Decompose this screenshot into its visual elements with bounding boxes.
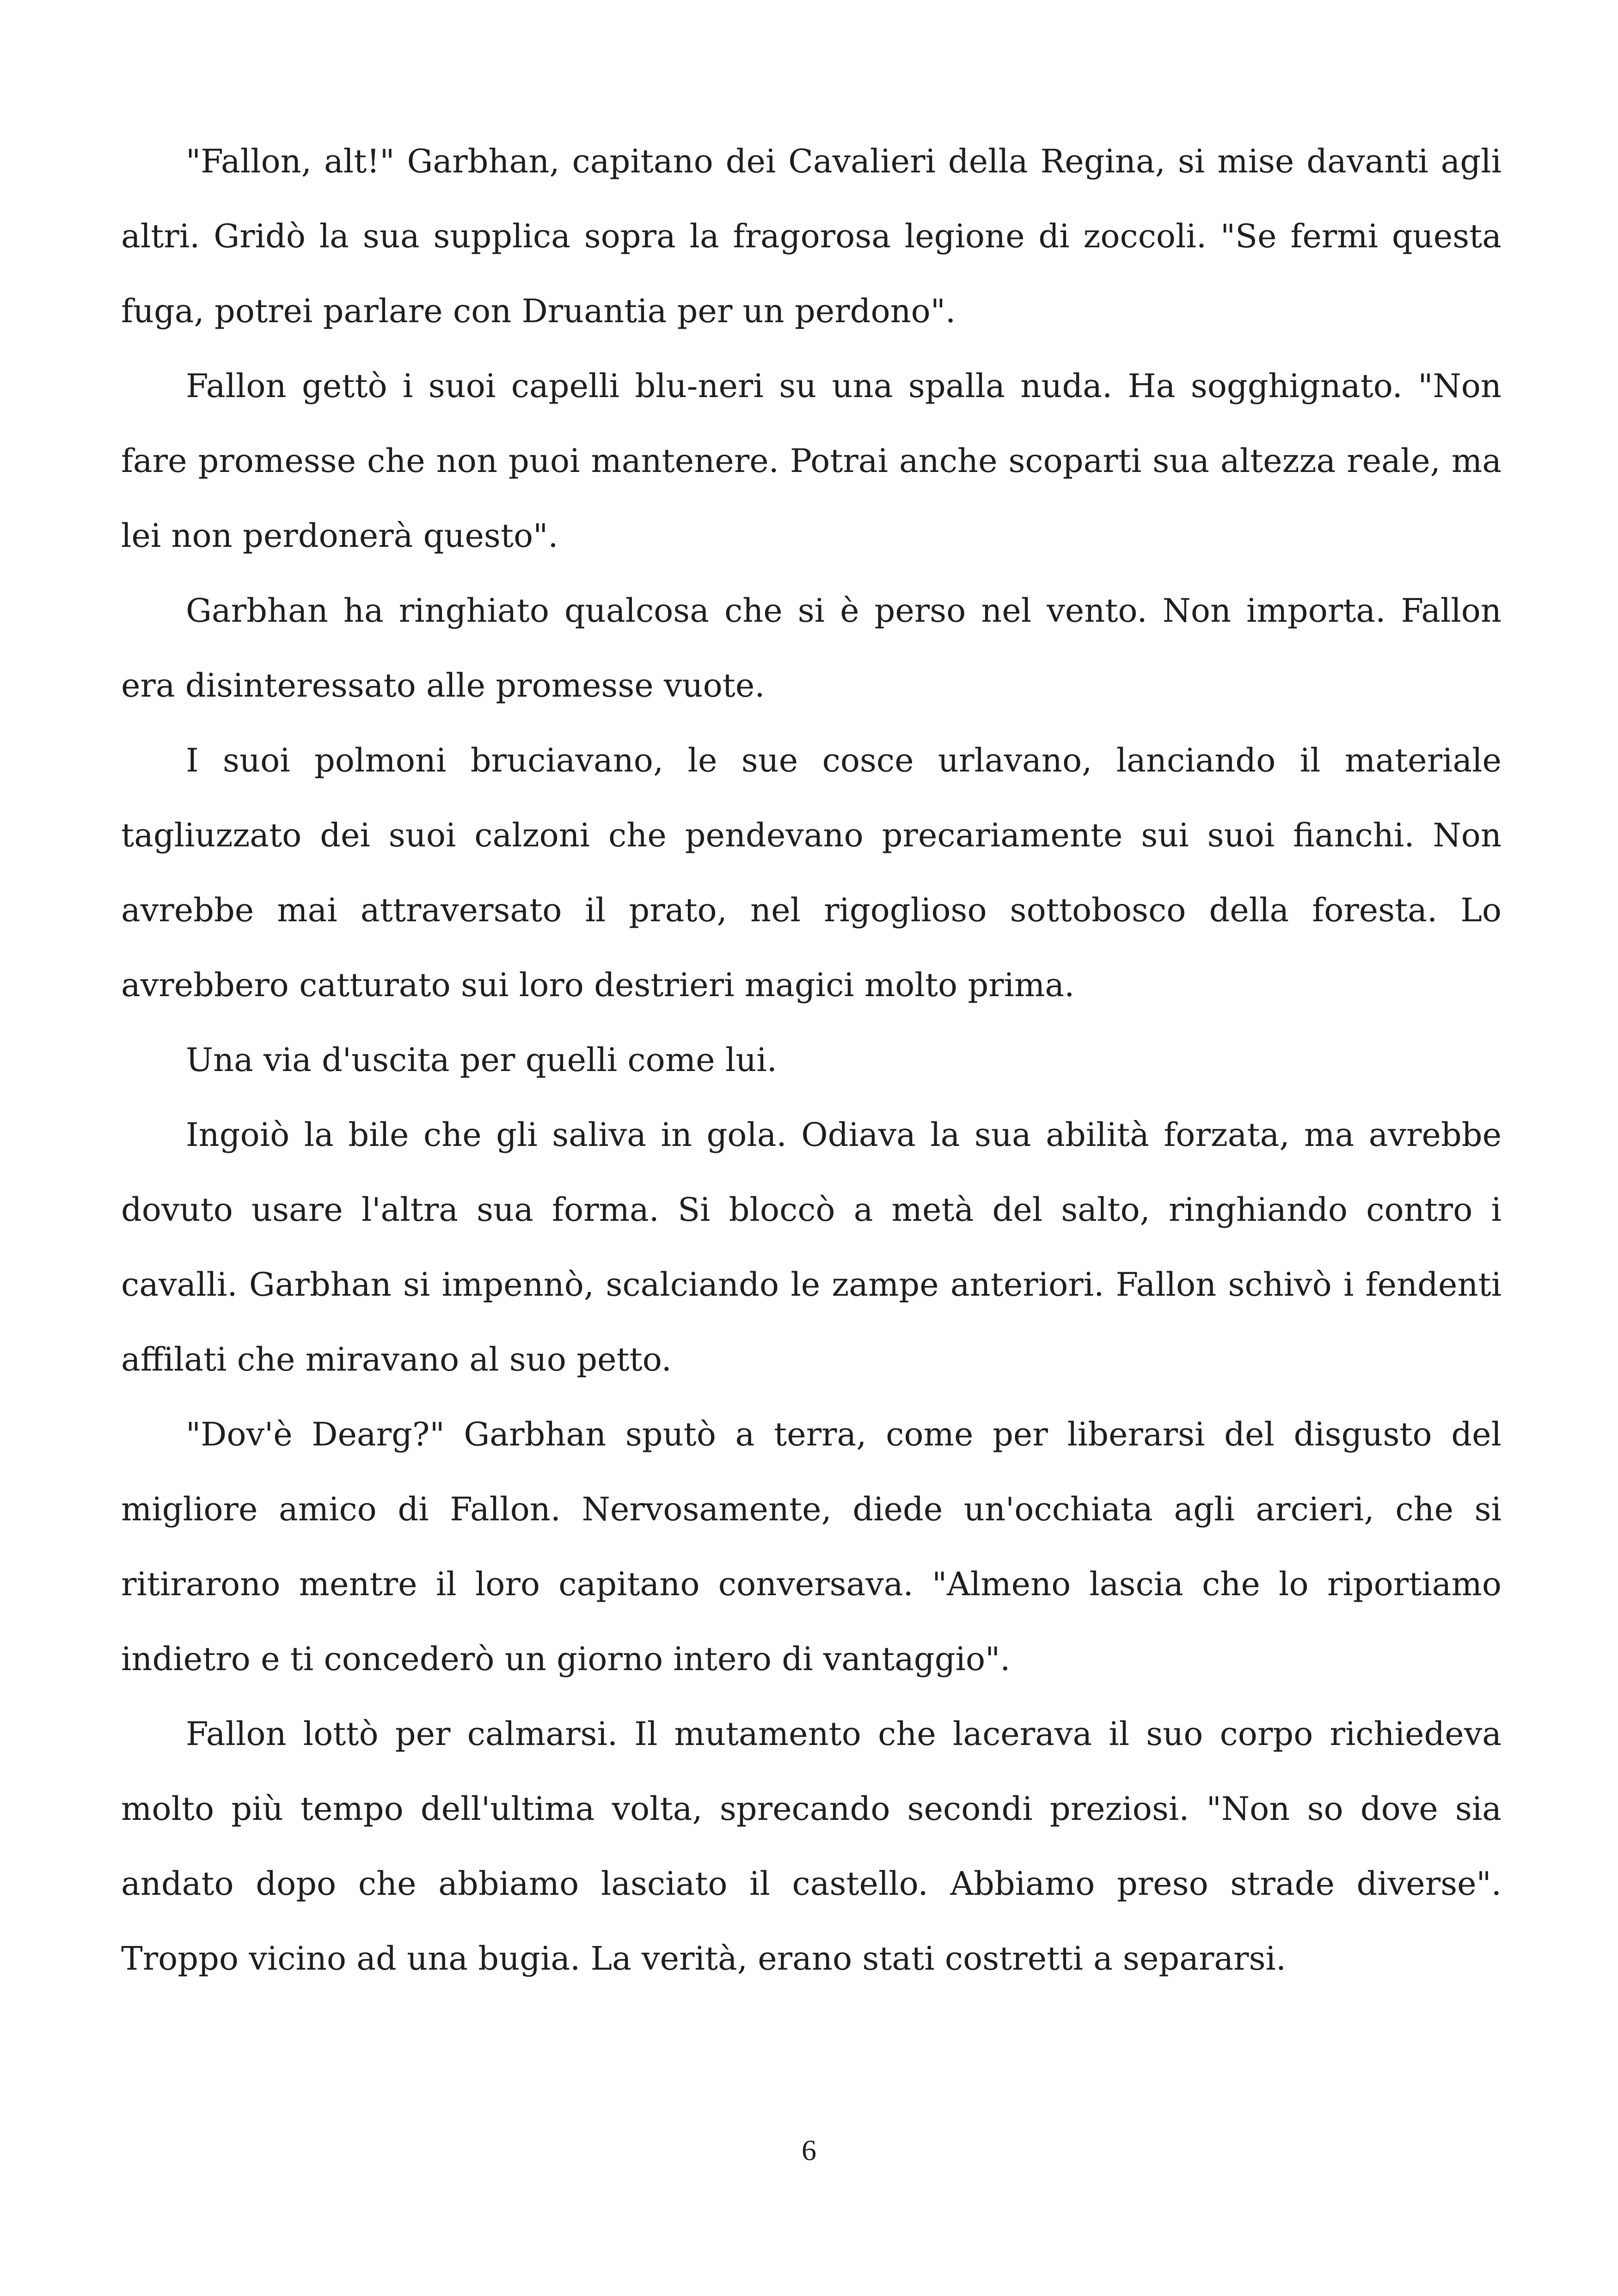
paragraph: "Fallon, alt!" Garbhan, capitano dei Cavalieri della Regina, si mise davanti agli altri. Gridò la sua supplica sopra la fragorosa legione di zoccoli. "Se fermi questa fuga, potrei parlare con Druantia per un perdono".	[121, 142, 1502, 330]
paragraph: I suoi polmoni bruciavano, le sue cosce urlavano, lanciando il materiale tagliuzzato dei suoi calzoni che pendevano precariamente sui suoi fianchi. Non avrebbe mai attraversato il prato, nel rigoglioso sottobosco della foresta. Lo avrebbero catturato sui loro destrieri magici molto prima.	[121, 741, 1502, 1004]
paragraph: "Dov'è Dearg?" Garbhan sputò a terra, come per liberarsi del disgusto del migliore amico di Fallon. Nervosamente, diede un'occhiata agli arcieri, che si ritirarono mentre il loro capitano conversava. "Almeno lascia che lo riportiamo indietro e ti concederò un giorno intero di vantaggio".	[121, 1415, 1502, 1678]
paragraph: Una via d'uscita per quelli come lui.	[186, 1041, 777, 1079]
paragraph: Garbhan ha ringhiato qualcosa che si è perso nel vento. Non importa. Fallon era disinteressato alle promesse vuote.	[121, 592, 1502, 704]
page-number: 6	[802, 2134, 816, 2167]
paragraph: Ingoiò la bile che gli saliva in gola. Odiava la sua abilità forzata, ma avrebbe dovuto usare l'altra sua forma. Si bloccò a metà del salto, ringhiando contro i cavalli. Garbhan si impennò, scalciando le zampe anteriori. Fallon schivò i fendenti affilati che miravano al suo petto.	[121, 1116, 1502, 1378]
paragraph: Fallon lottò per calmarsi. Il mutamento che lacerava il suo corpo richiedeva molto più tempo dell'ultima volta, sprecando secondi preziosi. "Non so dove sia andato dopo che abbiamo lasciato il castello. Abbiamo preso strade diverse". Troppo vicino ad una bugia. La verità, erano stati costretti a separarsi.	[121, 1715, 1502, 1978]
paragraph: Fallon gettò i suoi capelli blu-neri su una spalla nuda. Ha sogghignato. "Non fare promesse che non puoi mantenere. Potrai anche scoparti sua altezza reale, ma lei non perdonerà questo".	[121, 367, 1502, 555]
body-text	[121, 124, 1502, 1996]
